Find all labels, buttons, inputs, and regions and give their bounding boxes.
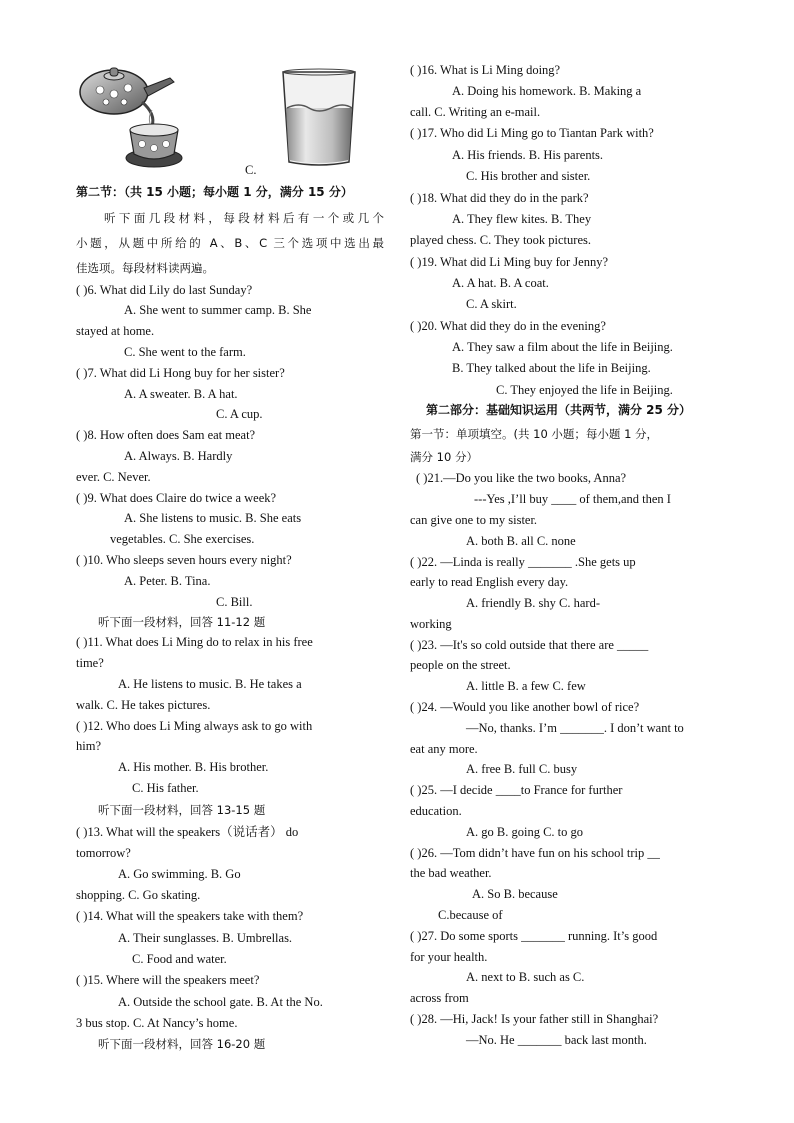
glass-picture bbox=[279, 68, 359, 168]
question-23-options: A. little B. a few C. few bbox=[466, 679, 586, 693]
question-22-options: working bbox=[410, 617, 452, 631]
question-16: ( )16. What is Li Ming doing? bbox=[410, 63, 561, 77]
question-26: the bad weather. bbox=[410, 866, 492, 880]
question-27-options: A. next to B. such as C. bbox=[466, 970, 585, 984]
question-6-options: A. She went to summer camp. B. She bbox=[124, 303, 312, 317]
question-16-options: call. C. Writing an e-mail. bbox=[410, 105, 541, 119]
question-16-options: A. Doing his homework. B. Making a bbox=[452, 84, 642, 98]
question-25: ( )25. —I decide ____to France for further bbox=[410, 783, 623, 797]
question-17-options: C. His brother and sister. bbox=[466, 169, 591, 183]
question-13-options: A. Go swimming. B. Go bbox=[118, 867, 241, 881]
question-10: ( )10. Who sleeps seven hours every night? bbox=[76, 553, 292, 567]
question-24: eat any more. bbox=[410, 742, 478, 756]
question-23: people on the street. bbox=[410, 658, 511, 672]
question-14-options: A. Their sunglasses. B. Umbrellas. bbox=[118, 931, 293, 945]
question-12: ( )12. Who does Li Ming always ask to go with bbox=[76, 719, 313, 733]
question-11: ( )11. What does Li Ming do to relax in his free bbox=[76, 635, 313, 649]
question-20-options: A. They saw a film about the life in Beijing. bbox=[452, 340, 673, 354]
question-18-options: A. They flew kites. B. They bbox=[452, 212, 592, 226]
section-1-title: 满分 10 分） bbox=[410, 450, 478, 464]
question-24: ( )24. —Would you like another bowl of rice? bbox=[410, 700, 640, 714]
passage-instruction: 听下面一段材料，回答 11-12 题 bbox=[98, 615, 266, 629]
option-c-label: C. bbox=[245, 163, 257, 177]
question-9-options: vegetables. C. She exercises. bbox=[110, 532, 255, 546]
question-7-options: A. A sweater. B. A hat. bbox=[124, 387, 238, 401]
question-11: time? bbox=[76, 656, 104, 670]
question-22-options: A. friendly B. shy C. hard- bbox=[466, 596, 601, 610]
question-27: for your health. bbox=[410, 950, 488, 964]
question-15-options: A. Outside the school gate. B. At the No. bbox=[118, 995, 323, 1009]
question-21: ( )21.—Do you like the two books, Anna? bbox=[416, 471, 627, 485]
question-19-options: A. A hat. B. A coat. bbox=[452, 276, 549, 290]
instructions-line: 佳选项。每段材料读两遍。 bbox=[76, 261, 214, 275]
question-13: tomorrow? bbox=[76, 846, 131, 860]
question-9-options: A. She listens to music. B. She eats bbox=[124, 511, 302, 525]
section-1-title: 第一节：单项填空。(共 10 小题；每小题 1 分， bbox=[410, 427, 659, 441]
question-7-options: C. A cup. bbox=[216, 407, 263, 421]
question-13: ( )13. What will the speakers（说话者） do bbox=[76, 825, 299, 839]
question-14: ( )14. What will the speakers take with them? bbox=[76, 909, 304, 923]
teapot-pouring-tea-icon bbox=[78, 66, 186, 172]
question-22: early to read English every day. bbox=[410, 575, 569, 589]
instructions-line: 小题，从题中所给的 A、B、C 三个选项中选出最 bbox=[76, 236, 384, 250]
question-24-options: A. free B. full C. busy bbox=[466, 762, 578, 776]
question-28: ( )28. —Hi, Jack! Is your father still in Shanghai? bbox=[410, 1012, 659, 1026]
question-15: ( )15. Where will the speakers meet? bbox=[76, 973, 260, 987]
question-20: ( )20. What did they do in the evening? bbox=[410, 319, 606, 333]
passage-instruction: 听下面一段材料，回答 16-20 题 bbox=[98, 1037, 266, 1051]
question-9: ( )9. What does Claire do twice a week? bbox=[76, 491, 277, 505]
question-8: ( )8. How often does Sam eat meat? bbox=[76, 428, 256, 442]
question-25: education. bbox=[410, 804, 462, 818]
question-27: ( )27. Do some sports _______ running. It’s good bbox=[410, 929, 658, 943]
question-25-options: A. go B. going C. to go bbox=[466, 825, 584, 839]
question-21: can give one to my sister. bbox=[410, 513, 538, 527]
question-8-options: A. Always. B. Hardly bbox=[124, 449, 233, 463]
question-11-options: walk. C. He takes pictures. bbox=[76, 698, 211, 712]
question-18: ( )18. What did they do in the park? bbox=[410, 191, 589, 205]
question-28: —No. He _______ back last month. bbox=[466, 1033, 647, 1047]
question-21: ---Yes ,I’ll buy ____ of them,and then I bbox=[474, 492, 671, 506]
glass-of-water-icon bbox=[279, 68, 359, 168]
question-11-options: A. He listens to music. B. He takes a bbox=[118, 677, 302, 691]
question-14-options: C. Food and water. bbox=[132, 952, 227, 966]
question-13-options: shopping. C. Go skating. bbox=[76, 888, 201, 902]
question-20-options: B. They talked about the life in Beijing. bbox=[452, 361, 651, 375]
question-22: ( )22. —Linda is really _______ .She gets up bbox=[410, 555, 636, 569]
question-6-options: stayed at home. bbox=[76, 324, 155, 338]
question-26: ( )26. —Tom didn’t have fun on his school trip __ bbox=[410, 846, 660, 860]
question-24: —No, thanks. I’m _______. I don’t want to bbox=[466, 721, 684, 735]
question-12: him? bbox=[76, 739, 101, 753]
question-7: ( )7. What did Li Hong buy for her sister? bbox=[76, 366, 285, 380]
question-20-options: C. They enjoyed the life in Beijing. bbox=[496, 383, 673, 397]
part-2-title: 第二部分：基础知识运用（共两节，满分 25 分） bbox=[426, 403, 692, 417]
question-6: ( )6. What did Lily do last Sunday? bbox=[76, 283, 253, 297]
question-26-options: A. So B. because bbox=[472, 887, 558, 901]
question-12-options: C. His father. bbox=[132, 781, 199, 795]
teapot-picture bbox=[78, 66, 186, 172]
question-10-options: A. Peter. B. Tina. bbox=[124, 574, 211, 588]
question-17-options: A. His friends. B. His parents. bbox=[452, 148, 604, 162]
question-18-options: played chess. C. They took pictures. bbox=[410, 233, 591, 247]
question-23: ( )23. —It's so cold outside that there are _____ bbox=[410, 638, 649, 652]
question-21-options: A. both B. all C. none bbox=[466, 534, 576, 548]
question-15-options: 3 bus stop. C. At Nancy’s home. bbox=[76, 1016, 238, 1030]
question-17: ( )17. Who did Li Ming go to Tiantan Park with? bbox=[410, 126, 654, 140]
question-6-options: C. She went to the farm. bbox=[124, 345, 246, 359]
question-19: ( )19. What did Li Ming buy for Jenny? bbox=[410, 255, 608, 269]
question-10-options: C. Bill. bbox=[216, 595, 253, 609]
question-12-options: A. His mother. B. His brother. bbox=[118, 760, 269, 774]
passage-instruction: 听下面一段材料，回答 13-15 题 bbox=[98, 803, 266, 817]
instructions-line: 听下面几段材料，每段材料后有一个或几个 bbox=[104, 211, 384, 225]
question-27-options: across from bbox=[410, 991, 469, 1005]
question-8-options: ever. C. Never. bbox=[76, 470, 151, 484]
question-19-options: C. A skirt. bbox=[466, 297, 517, 311]
section-2-title: 第二节：（共 15 小题；每小题 1 分，满分 15 分） bbox=[76, 185, 353, 199]
question-26-options: C.because of bbox=[438, 908, 503, 922]
